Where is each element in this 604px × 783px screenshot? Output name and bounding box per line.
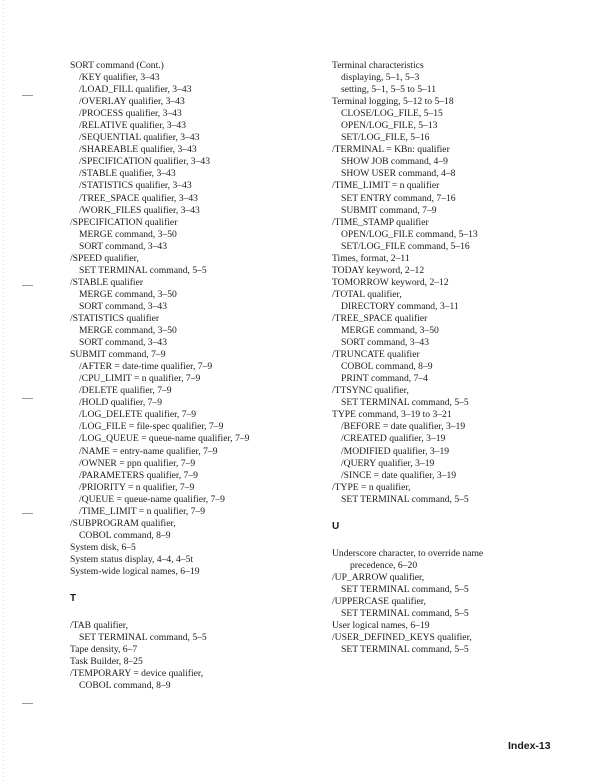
index-subentry: SET ENTRY command, 7–16 [341,192,456,204]
index-subentry: SET TERMINAL command, 5–5 [79,632,207,644]
index-subentry: PRINT command, 7–4 [341,373,428,385]
index-subentry: /LOAD_FILL qualifier, 3–43 [79,84,192,96]
index-subentry: /RELATIVE qualifier, 3–43 [79,120,186,132]
index-entry: /TAB qualifier, [70,620,128,632]
index-subentry: CLOSE/LOG_FILE, 5–15 [341,108,443,120]
index-column-right [332,60,572,656]
page-number: Index-13 [508,740,551,752]
index-subentry: OPEN/LOG_FILE, 5–13 [341,120,438,132]
index-subentry: SORT command, 3–43 [79,337,167,349]
index-subentry: /STABLE qualifier, 3–43 [79,168,176,180]
index-subentry: /SEQUENTIAL qualifier, 3–43 [79,132,200,144]
index-subentry: MERGE command, 3–50 [79,288,177,300]
index-entry: /TEMPORARY = device qualifier, [70,668,204,680]
index-subentry: precedence, 6–20 [350,559,418,571]
index-entry: Terminal logging, 5–12 to 5–18 [332,96,454,108]
index-subentry: MERGE command, 3–50 [79,325,177,337]
index-entry: /TTSYNC qualifier, [332,385,409,397]
index-subentry: DIRECTORY command, 3–11 [341,300,459,312]
index-subentry: /PARAMETERS qualifier, 7–9 [79,469,198,481]
index-entry: Tape density, 6–7 [70,644,138,656]
index-subentry: /CREATED qualifier, 3–19 [341,433,446,445]
index-subentry: SET TERMINAL command, 5–5 [341,583,469,595]
index-entry: /TERMINAL = KBn: qualifier [332,144,450,156]
margin-tick [22,95,33,96]
index-subentry: /HOLD qualifier, 7–9 [79,397,163,409]
index-subentry: /TREE_SPACE qualifier, 3–43 [79,192,198,204]
index-entry: Underscore character, to override name [332,547,484,559]
index-entry: System-wide logical names, 6–19 [70,565,200,577]
margin-tick [22,285,33,286]
index-subentry: /OWNER = ppn qualifier, 7–9 [79,457,196,469]
index-subentry: MERGE command, 3–50 [79,228,177,240]
index-subentry: SHOW JOB command, 4–9 [341,156,448,168]
index-subentry: /SPECIFICATION qualifier, 3–43 [79,156,210,168]
index-entry: /TREE_SPACE qualifier [332,312,428,324]
index-subentry: COBOL command, 8–9 [79,529,171,541]
binding-edge [3,0,4,783]
index-subentry: /SHAREABLE qualifier, 3–43 [79,144,197,156]
section-letter-heading: U [332,520,340,532]
index-subentry: /LOG_FILE = file-spec qualifier, 7–9 [79,421,224,433]
index-subentry: SET TERMINAL command, 5–5 [341,397,469,409]
index-subentry: /LOG_DELETE qualifier, 7–9 [79,409,197,421]
index-subentry: displaying, 5–1, 5–3 [341,72,420,84]
index-entry: /UP_ARROW qualifier, [332,571,425,583]
section-gap [70,578,320,590]
index-entry: /TYPE = n qualifier, [332,481,411,493]
margin-tick [22,703,33,704]
index-subentry: /QUEUE = queue-name qualifier, 7–9 [79,493,225,505]
index-subentry: /QUERY qualifier, 3–19 [341,457,435,469]
index-subentry: SORT command, 3–43 [79,300,167,312]
index-subentry: /AFTER = date-time qualifier, 7–9 [79,361,213,373]
index-subentry: OPEN/LOG_FILE command, 5–13 [341,228,478,240]
section-letter-heading: T [70,593,77,605]
index-entry: TOMORROW keyword, 2–12 [332,276,449,288]
index-subentry: /TIME_LIMIT = n qualifier, 7–9 [79,505,206,517]
index-entry: User logical names, 6–19 [332,620,430,632]
index-subentry: SET TERMINAL command, 5–5 [341,493,469,505]
index-entry: /TOTAL qualifier, [332,288,402,300]
index-entry: TODAY keyword, 2–12 [332,264,425,276]
index-subentry: SHOW USER command, 4–8 [341,168,456,180]
index-entry: SORT command (Cont.) [70,60,164,71]
index-subentry: /LOG_QUEUE = queue-name qualifier, 7–9 [79,433,250,445]
index-subentry: MERGE command, 3–50 [341,325,439,337]
index-entry: /SPECIFICATION qualifier [70,216,178,228]
section-gap [332,506,572,518]
index-entry: /USER_DEFINED_KEYS qualifier, [332,632,472,644]
index-entry: /TRUNCATE qualifier [332,349,420,361]
index-subentry: SET/LOG_FILE command, 5–16 [341,240,470,252]
index-entry: SUBMIT command, 7–9 [70,349,166,361]
index-subentry: /PRIORITY = n qualifier, 7–9 [79,481,195,493]
index-subentry: SORT command, 3–43 [341,337,429,349]
index-entry: System status display, 4–4, 4–5t [70,553,194,565]
index-subentry: /WORK_FILES qualifier, 3–43 [79,204,200,216]
index-subentry: /KEY qualifier, 3–43 [79,72,160,84]
index-subentry: /MODIFIED qualifier, 3–19 [341,445,450,457]
index-entry: TYPE command, 3–19 to 3–21 [332,409,452,421]
index-entry: /STATISTICS qualifier [70,312,160,324]
index-subentry: /PROCESS qualifier, 3–43 [79,108,182,120]
index-subentry: /OVERLAY qualifier, 3–43 [79,96,185,108]
index-subentry: SET TERMINAL command, 5–5 [341,644,469,656]
index-subentry: setting, 5–1, 5–5 to 5–11 [341,84,437,96]
index-subentry: /CPU_LIMIT = n qualifier, 7–9 [79,373,201,385]
index-entry: /UPPERCASE qualifier, [332,595,426,607]
index-entry: /TIME_LIMIT = n qualifier [332,180,440,192]
index-entry: /TIME_STAMP qualifier [332,216,429,228]
margin-tick [22,513,33,514]
index-subentry: /STATISTICS qualifier, 3–43 [79,180,192,192]
index-entry: /SPEED qualifier, [70,252,139,264]
index-subentry: SUBMIT command, 7–9 [341,204,437,216]
index-entry: Task Builder, 8–25 [70,656,143,668]
index-entry: /SUBPROGRAM qualifier, [70,517,176,529]
index-subentry: /NAME = entry-name qualifier, 7–9 [79,445,218,457]
section-gap [70,608,320,620]
index-subentry: /BEFORE = date qualifier, 3–19 [341,421,466,433]
section-gap [332,536,572,548]
index-subentry: SORT command, 3–43 [79,240,167,252]
index-entry: /STABLE qualifier [70,276,144,288]
index-subentry: /SINCE = date qualifier, 3–19 [341,469,457,481]
index-column-left [70,60,320,692]
index-subentry: SET TERMINAL command, 5–5 [79,264,207,276]
index-subentry: /DELETE qualifier, 7–9 [79,385,172,397]
index-subentry: COBOL command, 8–9 [79,680,171,692]
index-entry: System disk, 6–5 [70,541,136,553]
index-subentry: SET TERMINAL command, 5–5 [341,607,469,619]
index-entry: Terminal characteristics [332,60,424,71]
index-entry: Times, format, 2–11 [332,252,410,264]
index-subentry: SET/LOG_FILE, 5–16 [341,132,430,144]
index-subentry: COBOL command, 8–9 [341,361,433,373]
margin-tick [22,398,33,399]
